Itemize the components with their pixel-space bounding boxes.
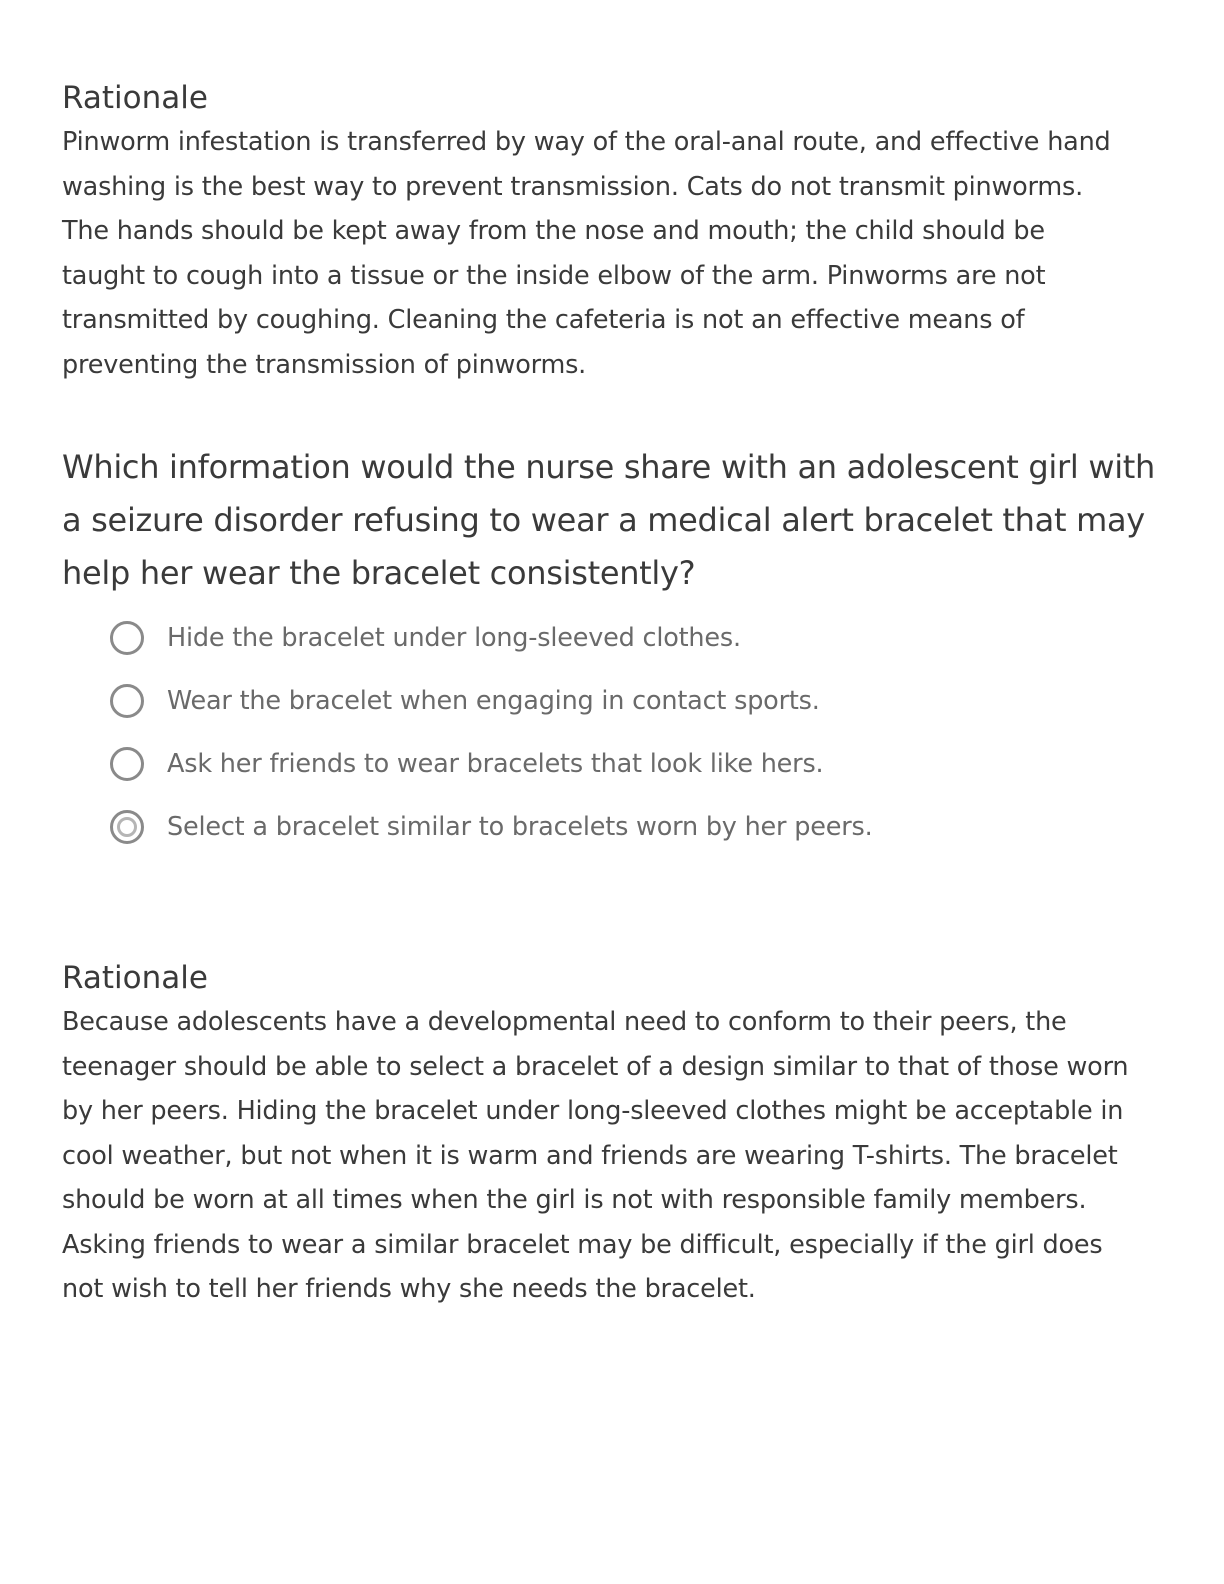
rationale-line: cool weather, but not when it is warm and friends are wearing T-shirts. The bracelet [62, 1140, 1118, 1171]
answer-option-1[interactable] [110, 606, 1162, 669]
radio-button[interactable] [110, 684, 144, 718]
question-text [62, 441, 1162, 600]
answer-option-3[interactable] [110, 732, 1162, 795]
rationale-line: transmitted by coughing. Cleaning the cafeteria is not an effective means of [62, 305, 1025, 335]
answer-option-label: Wear the bracelet when engaging in contact sports. [167, 685, 820, 716]
rationale-line: not wish to tell her friends why she needs the bracelet. [62, 1274, 756, 1304]
rationale-line: taught to cough into a tissue or the inside elbow of the arm. Pinworms are not [62, 260, 1046, 291]
rationale-line: should be worn at all times when the girl is not with responsible family members. [62, 1185, 1087, 1215]
rationale-line: preventing the transmission of pinworms. [62, 349, 587, 380]
rationale-line: The hands should be kept away from the nose and mouth; the child should be [62, 216, 1045, 246]
rationale-line: washing is the best way to prevent transmission. Cats do not transmit pinworms. [62, 171, 1084, 202]
question-line: help her wear the bracelet consistently? [62, 554, 696, 592]
rationale-line: Pinworm infestation is transferred by way of the oral-anal route, and effective hand [62, 127, 1111, 157]
rationale-text [62, 120, 1162, 387]
rationale-section-1 [62, 76, 1162, 858]
rationale-heading: Rationale [62, 80, 208, 116]
rationale-text [62, 1000, 1162, 1312]
radio-button-selected[interactable] [110, 810, 144, 844]
rationale-line: Because adolescents have a developmental need to conform to their peers, the [62, 1007, 1067, 1037]
rationale-section-2 [62, 956, 1162, 1312]
answer-option-label: Ask her friends to wear bracelets that look like hers. [167, 748, 824, 779]
answer-option-label: Select a bracelet similar to bracelets worn by her peers. [167, 811, 873, 842]
radio-button[interactable] [110, 621, 144, 655]
answer-options [110, 606, 1162, 858]
answer-option-label: Hide the bracelet under long-sleeved clothes. [167, 622, 741, 653]
rationale-heading: Rationale [62, 960, 208, 996]
answer-option-4[interactable] [110, 795, 1162, 858]
rationale-line: by her peers. Hiding the bracelet under long-sleeved clothes might be acceptable in [62, 1096, 1124, 1126]
rationale-line: Asking friends to wear a similar bracelet may be difficult, especially if the girl does [62, 1229, 1103, 1260]
radio-button[interactable] [110, 747, 144, 781]
answer-option-2[interactable] [110, 669, 1162, 732]
question-line: a seizure disorder refusing to wear a medical alert bracelet that may [62, 501, 1145, 539]
rationale-line: teenager should be able to select a bracelet of a design similar to that of those worn [62, 1051, 1129, 1082]
question-line: Which information would the nurse share with an adolescent girl with [62, 448, 1156, 486]
